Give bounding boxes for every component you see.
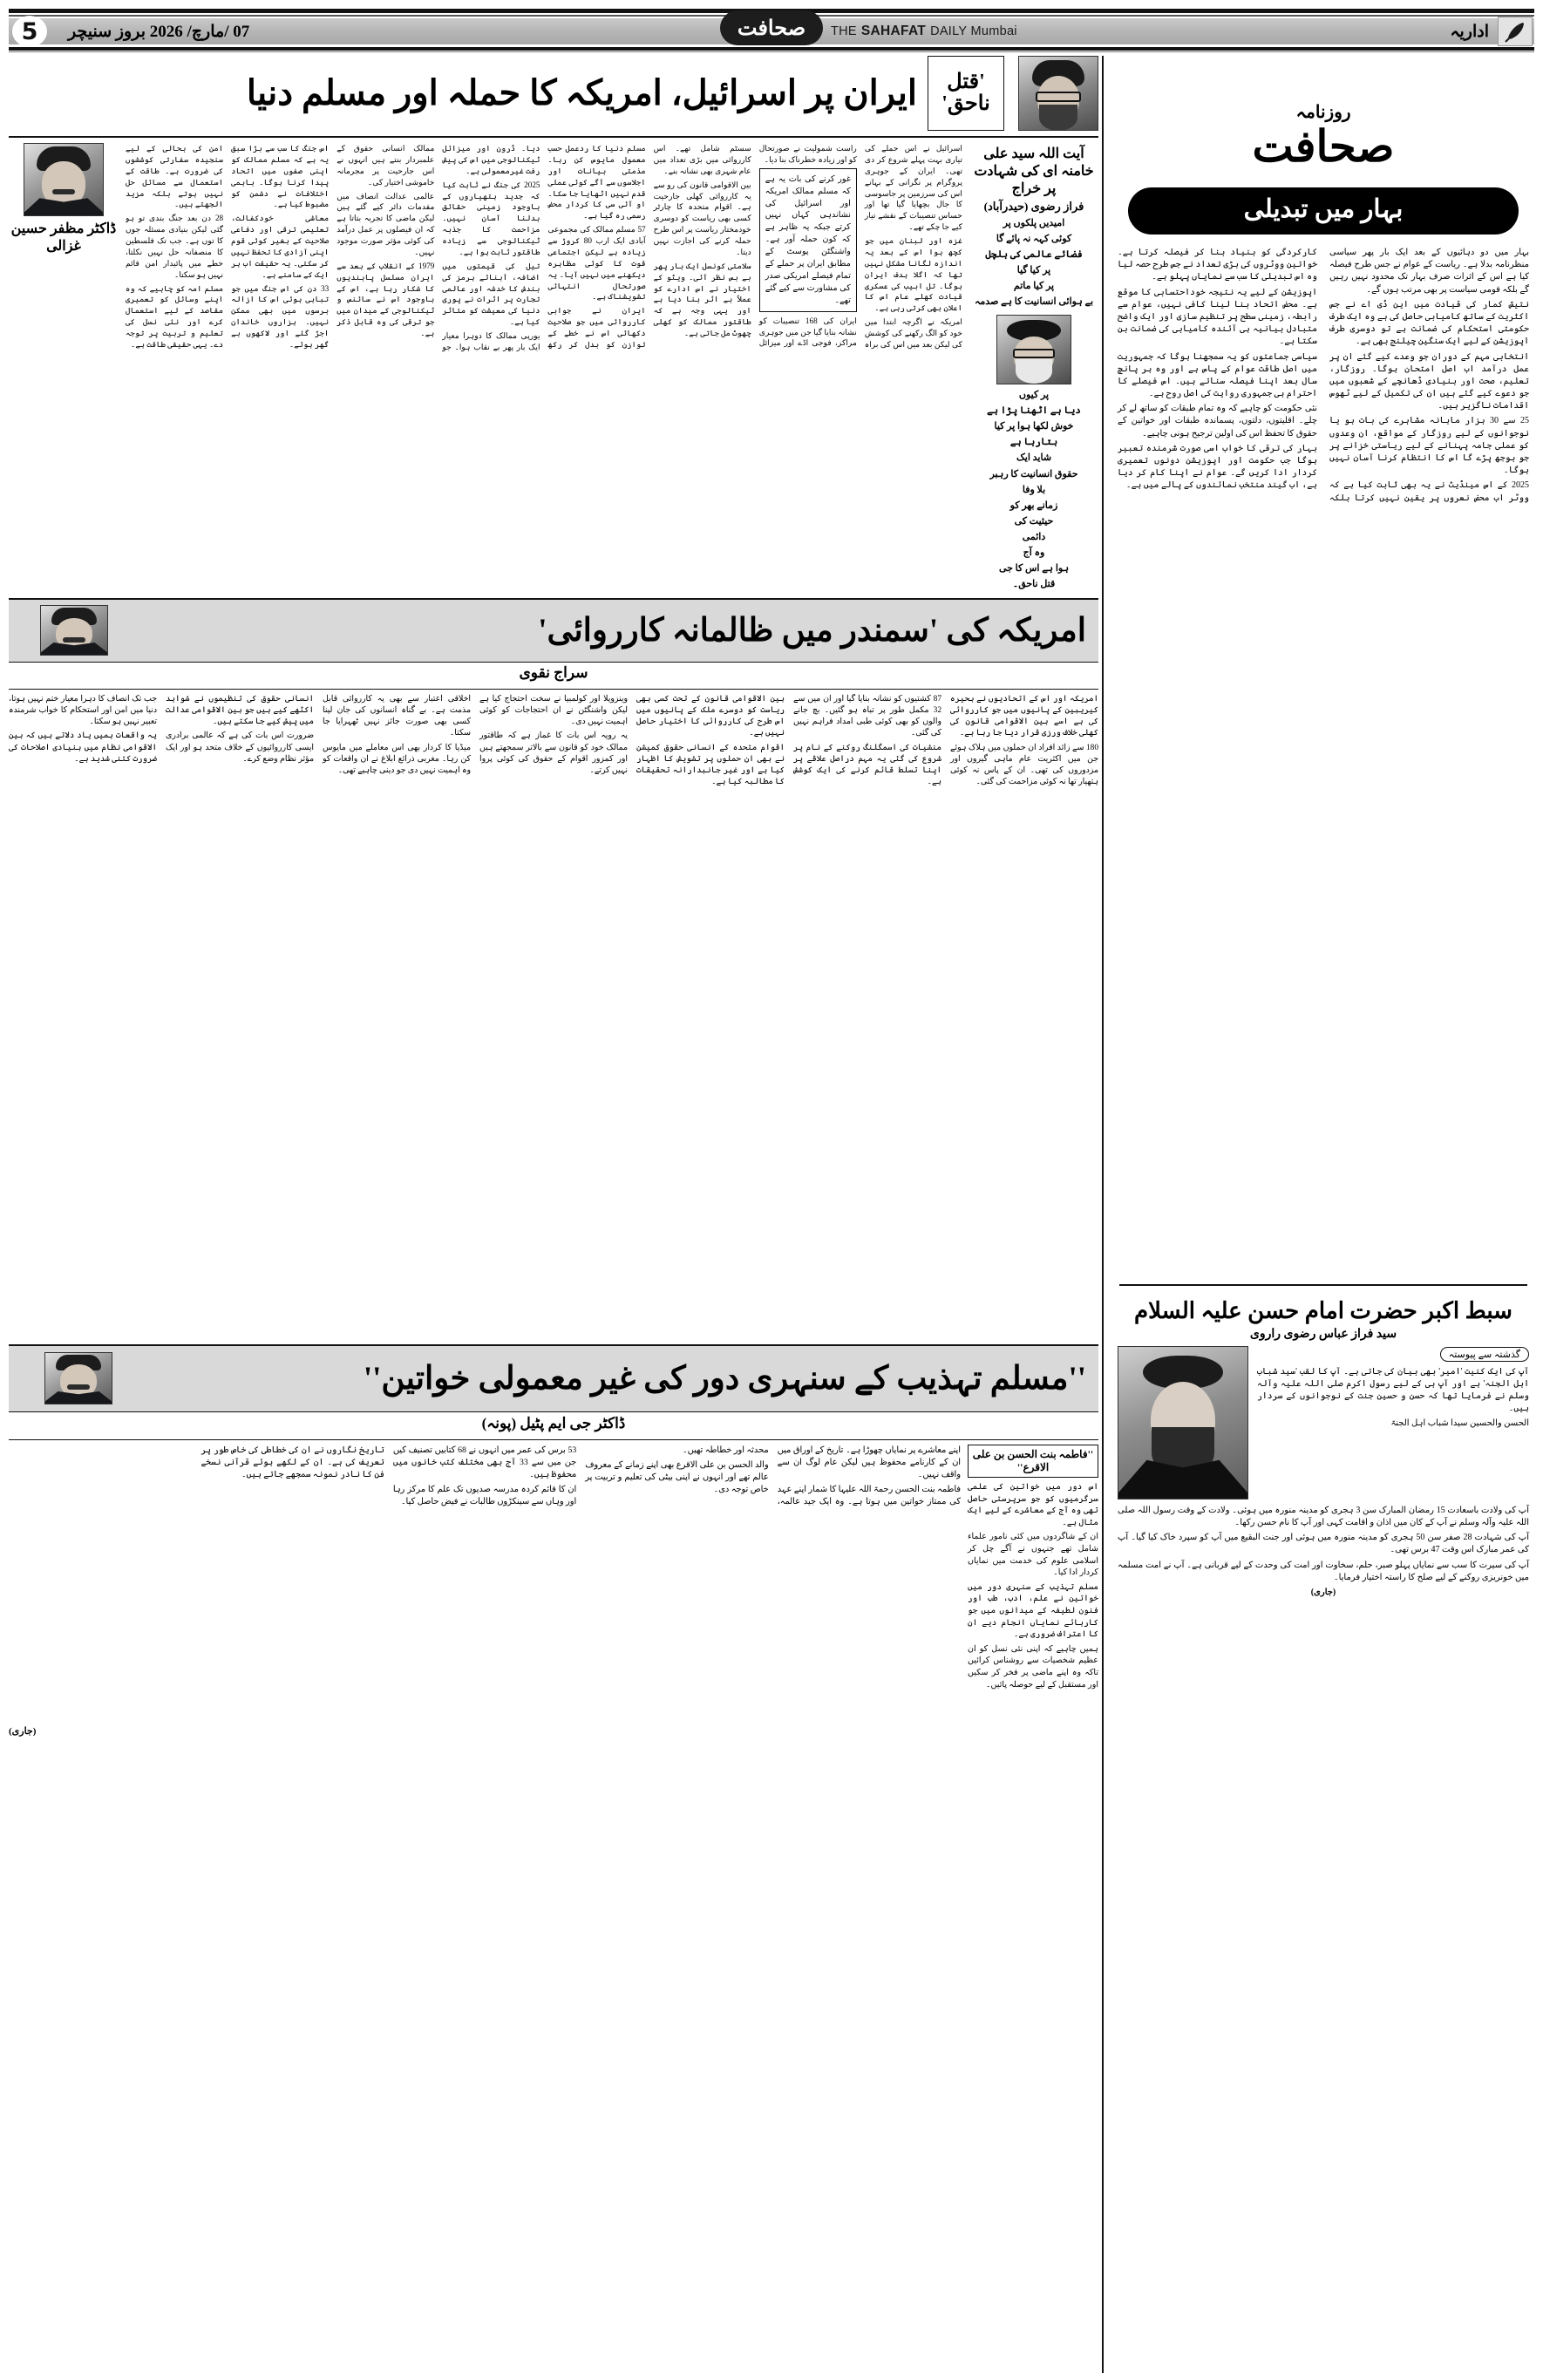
- paragraph: بہار میں دو دہائیوں کے بعد ایک بار پھر سیاسی منظرنامہ بدلا ہے۔ ریاست کے عوام نے جس طرح فیصلہ کیا ہے اس کے اثرات صرف بہار تک محدود نہیں رہیں گے بلکہ قومی سیاست پر بھی مرتب ہوں گے۔: [1329, 248, 1529, 295]
- paragraph: سیاسی جماعتوں کو یہ سمجھنا ہوگا کہ جمہوریت میں اصل طاقت عوام کے پاس ہے اور وہ ہر پانچ سال بعد اپنا فیصلہ سناتے ہیں۔ اس فیصلے کا احترام ہی جمہوری روایت کی اصل روح ہے۔: [1118, 351, 1317, 399]
- poem-line: خوش لکھا ہوا پر کیا: [994, 421, 1074, 432]
- article1-poem: [969, 216, 1098, 592]
- article3-body: [9, 1445, 961, 1724]
- poem-line: زمانے بھر کو: [1009, 500, 1058, 511]
- khamenei-photo-top: [1018, 56, 1098, 131]
- paragraph: فاطمہ بنت الحسن رحمۃ اللہ علیہا کا شمار اپنے عہد کی ممتاز خواتین میں ہوتا ہے۔ وہ ایک جید عالمہ، محدثہ اور خطاطہ تھیں۔: [682, 1445, 961, 1506]
- paragraph: 1979 کے انقلاب کے بعد سے ایران مسلسل پابندیوں کا شکار رہا ہے، اس کے باوجود اس نے سائنس و ٹیکنالوجی کے میدان میں جو ترقی کی وہ قابل ذکر ہے۔: [336, 261, 435, 337]
- masthead-rule-bottom-thin: [9, 51, 1534, 52]
- paragraph: امریکہ نے اگرچہ ابتدا میں خود کو الگ رکھنے کی کوشش کی لیکن بعد میں اس کی براہ راست شمولیت نے صورتحال کو اور زیادہ خطرناک بنا دیا۔: [758, 144, 962, 349]
- paragraph: ضرورت اس بات کی ہے کہ عالمی برادری ایسی کارروائیوں کے خلاف متحد ہو اور ایک مؤثر نظام وضع کرے۔: [166, 731, 314, 764]
- editorial-brand: [1112, 56, 1534, 171]
- paragraph: 28 دن بعد جنگ بندی تو ہو گئی لیکن بنیادی مسئلہ جوں کا توں ہے۔ جب تک فلسطین کا منصفانہ حل نہیں نکلتا، خطے میں پائیدار امن قائم نہیں ہو سکتا۔: [126, 214, 224, 279]
- editorial-rail: [1112, 56, 1534, 2373]
- article-us-sea-operation: [9, 598, 1098, 1339]
- paragraph: ہمیں چاہیے کہ اپنی نئی نسل کو ان عظیم شخصیات سے روشناس کرائیں تاکہ وہ اپنے ماضی پر فخر کر سکیں اور مستقبل کے لیے حوصلہ پائیں۔: [968, 1643, 1098, 1690]
- article3-side-quote: ''فاطمہ بنت الحسن بن علی الاقرع'': [968, 1445, 1098, 1478]
- article1-headline: ایران پر اسرائیل، امریکہ کا حملہ اور مسلم دنیا: [246, 73, 917, 112]
- article3-header-band: [9, 1344, 1098, 1412]
- editorial-article-imam-hasan: [1112, 1293, 1534, 1601]
- paragraph: انسانی حقوق کی تنظیموں نے شواہد اکٹھے کیے ہیں جو بین الاقوامی عدالت میں پیش کیے جا سکتے ہیں۔: [166, 694, 314, 727]
- poem-line: امیدیں پلکوں پر: [1003, 218, 1065, 228]
- paragraph: آپ کی شہادت 28 صفر سن 50 ہجری کو مدینہ منورہ میں ہوئی اور جنت البقیع میں آپ کو سپرد خاک کیا گیا۔ آپ کی عمر مبارک اس وقت 47 برس تھی۔: [1118, 1533, 1529, 1555]
- paragraph: ایران نے جوابی کارروائی میں جو صلاحیت دکھائی اس نے خطے کے توازن کو بدل کر رکھ دیا۔ ڈرون اور میزائل ٹیکنالوجی میں اس کی پیش رفت غیرمعمولی ہے۔: [442, 144, 646, 349]
- paragraph: اسرائیل نے اس حملے کی تیاری بہت پہلے شروع کر دی تھی۔ ایران کے جوہری پروگرام پر نگرانی کے بہانے اس کی سرزمین پر جاسوسی کا جال بچھایا گیا تھا اور حساس تنصیبات کے نقشے تیار کیے جا چکے تھے۔: [864, 144, 962, 232]
- article1-side-title: 'قتل ناحق': [928, 56, 1004, 131]
- paragraph: 180 سے زائد افراد ان حملوں میں ہلاک ہوئے جن میں اکثریت عام ماہی گیروں اور مزدوروں کی تھی۔ ان کے پاس نہ کوئی ہتھیار تھا نہ کوئی مزاحمت کی گئی۔: [950, 743, 1098, 786]
- poem-line: حقوق انسانیت کا رہبر: [989, 468, 1078, 479]
- paragraph: آپ کی ولادت باسعادت 15 رمضان المبارک سن 3 ہجری کو مدینہ منورہ میں ہوئی۔ ولادت کے وقت رسول اللہ صلی اللہ علیہ وآلہ وسلم نے آپ کے کان میں اذان و اقامت کہی اور آپ کا نام حسن رکھا۔: [1118, 1505, 1529, 1528]
- masthead-english-post: DAILY Mumbai: [930, 24, 1017, 38]
- paragraph: مسلم تہذیب کے سنہری دور میں خواتین نے علم، ادب، طب اور فنون لطیفہ کے میدانوں میں جو کارہائے نمایاں انجام دیے ان کا اعتراف ضروری ہے۔: [968, 1581, 1098, 1640]
- section-label-editorial: اداریہ: [1450, 22, 1489, 41]
- article3-side-body: [968, 1481, 1098, 1690]
- rail-article2-byline: سید فراز عباس رضوی راروی: [1249, 1327, 1397, 1341]
- poem-line: وہ آج: [1023, 547, 1045, 558]
- paragraph: یہ واقعات ہمیں یاد دلاتے ہیں کہ بین الاقوامی نظام میں بنیادی اصلاحات کی ضرورت کتنی شدید ہے۔: [9, 731, 157, 764]
- poem-line: بلا وفا: [1022, 484, 1046, 495]
- masthead-english-pre: THE: [831, 24, 857, 38]
- paragraph: 2025 کی جنگ نے ثابت کیا کہ جدید ہتھیاروں کے باوجود زمینی حقائق بدلنا آسان نہیں۔ مزاحمت کا جذبہ ٹیکنالوجی سے زیادہ طاقتور ثابت ہوا ہے۔: [442, 180, 540, 256]
- poem-line: بتارہا ہے: [1009, 437, 1058, 448]
- editorial-banner-title: بہار میں تبدیلی: [1128, 187, 1519, 235]
- paragraph: یہ رویہ اس بات کا غماز ہے کہ طاقتور ممالک خود کو قانون سے بالاتر سمجھتے ہیں اور کمزور اقوام کے حقوق کی کوئی پروا نہیں کرتے۔: [479, 731, 628, 775]
- paragraph: 2025 کے اس مینڈیٹ نے یہ بھی ثابت کیا ہے کہ ووٹر اب محض نعروں پر یقین نہیں کرتا بلکہ کارکردگی کو بنیاد بنا کر فیصلہ کرتا ہے۔ خواتین ووٹروں کی بڑی تعداد نے جس طرح حصہ لیا وہ اس تبدیلی کا سب سے نمایاں پہلو ہے۔: [1118, 248, 1529, 503]
- article1-author-block: [9, 143, 119, 255]
- poem-line: دائمی: [1022, 531, 1046, 542]
- paragraph: تیل کی قیمتوں میں اضافہ، آبنائے ہرمز کی بندش کا خدشہ اور عالمی تجارت پر اثرات نے پوری دنیا کی معیشت کو متاثر کیا ہے۔: [442, 261, 540, 327]
- article1-contributor: فراز رضوی (حیدرآباد): [983, 200, 1084, 213]
- paragraph: اپنے معاشرے پر نمایاں چھوڑا ہے۔ تاریخ کے اوراق میں ان کے کارنامے محفوظ ہیں لیکن عام لوگ ان سے واقف نہیں۔: [777, 1445, 961, 1479]
- paragraph: 87 کشتیوں کو نشانہ بنایا گیا اور ان میں سے 32 مکمل طور پر تباہ ہو گئیں۔ بچ جانے والوں کو بھی کوئی طبی امداد فراہم نہیں کی گئی۔: [793, 694, 941, 738]
- article-muslim-golden-age-women: [9, 1344, 1098, 1737]
- paragraph: 53 برس کی عمر میں انہوں نے 68 کتابیں تصنیف کیں جن میں سے 33 آج بھی مختلف کتب خانوں میں محفوظ ہیں۔: [392, 1445, 577, 1479]
- article2-headline: امریکہ کی 'سمندر میں ظالمانہ کارروائی': [538, 612, 1086, 649]
- masthead-rule-bottom: [9, 47, 1534, 51]
- article3-continued-label: (جاری): [9, 1725, 37, 1737]
- sahafat-logo: صحافت: [720, 10, 823, 45]
- paragraph: آپ کی سیرت کا سب سے نمایاں پہلو صبر، حلم، سخاوت اور امت کی وحدت کے لیے قربانی ہے۔ آپ نے امت مسلمہ میں خونریزی روکنے کے لیے صلح کا راستہ اختیار فرمایا۔: [1118, 1560, 1529, 1582]
- paragraph: مسلم امہ کو چاہیے کہ وہ اپنے وسائل کو تعمیری مقاصد کے لیے استعمال کرے اور نئی نسل کی تعلیم و تربیت پر توجہ دے۔ یہی حقیقی طاقت ہے۔: [126, 283, 224, 349]
- imam-hasan-scholar-portrait: [1118, 1346, 1248, 1499]
- article1-subtitle: آیت اللہ سید علی خامنہ ای کی شہادت پر خراج: [974, 146, 1094, 196]
- paragraph: میڈیا کا کردار بھی اس معاملے میں مایوس کن رہا۔ مغربی ذرائع ابلاغ نے ان واقعات کو وہ اہمیت نہیں دی جو دینی چاہیے تھی۔: [323, 743, 471, 775]
- article2-header-band: [9, 598, 1098, 663]
- editorial-brand-wordmark: صحافت: [1252, 122, 1395, 171]
- page-body: [9, 56, 1534, 2373]
- page-number-badge: 5: [12, 16, 47, 47]
- paragraph: اپوزیشن کے لیے یہ نتیجہ خوداحتسابی کا موقع ہے۔ محض اتحاد بنا لینا کافی نہیں، عوام سے رابطہ، زمینی سطح پر تنظیم سازی اور ایک واضح متبادل بیانیہ ہی آئندہ کامیابی کی ضمانت بن سکتا ہے۔: [1118, 287, 1317, 347]
- rail-divider: [1102, 56, 1104, 2373]
- poem-line: حیثیت کی: [1014, 515, 1054, 527]
- paragraph: ان کے شاگردوں میں کئی نامور علماء شامل تھے جنہوں نے آگے چل کر اسلامی علوم کی خدمت میں نمایاں کردار ادا کیا۔: [968, 1532, 1098, 1578]
- author-portrait-ghazali: [24, 143, 104, 216]
- divider: [9, 689, 1098, 690]
- article2-author-name: سراج نقوی: [519, 663, 588, 681]
- paragraph: اخلاقی اعتبار سے بھی یہ کارروائی قابل مذمت ہے۔ بے گناہ انسانوں کی جان لینا کسی بھی صورت جائز نہیں ٹھہرایا جا سکتا۔: [323, 694, 471, 738]
- rail-article2-continued: (جاری): [1310, 1588, 1336, 1598]
- author-portrait-naqvi: [40, 605, 108, 656]
- paragraph: ان کا قائم کردہ مدرسہ صدیوں تک علم کا مرکز رہا اور وہاں سے سینکڑوں طالبات نے فیض حاصل کیا۔: [392, 1484, 577, 1506]
- paragraph: منشیات کی اسمگلنگ روکنے کے نام پر شروع کی گئی یہ مہم دراصل علاقے پر اپنا تسلط قائم کرنے کی ایک کوشش ہے۔: [793, 743, 941, 786]
- paragraph: انتخابی مہم کے دوران جو وعدے کیے گئے ان پر عمل درآمد اب اصل امتحان ہوگا۔ روزگار، تعلیم، صحت اور بنیادی ڈھانچے کے شعبوں میں جو دعوے کیے گئے ہیں ان کی تکمیل کے لیے ٹھوس اقدامات ناگزیر ہیں۔: [1329, 351, 1529, 411]
- rail-article2-lead: [1257, 1346, 1529, 1432]
- paragraph: 57 مسلم ممالک کی مجموعی آبادی ایک ارب 80 کروڑ سے زیادہ ہے لیکن اجتماعی قوت کا کوئی مظاہرہ دیکھنے میں نہیں آیا۔ یہ صورتحال انتہائی تشویشناک ہے۔: [547, 225, 646, 302]
- paragraph: سلامتی کونسل ایک بار پھر بے بس نظر آئی۔ ویٹو کے اختیار نے اس ادارے کو عملاً بے اثر بنا دیا ہے اور یہی وجہ ہے کہ طاقتور ممالک کو کھلی چھوٹ مل جاتی ہے۔: [653, 261, 751, 337]
- paragraph: معاشی خودکفالت، تعلیمی ترقی اور دفاعی صلاحیت کے بغیر کوئی قوم اپنی آزادی کا تحفظ نہیں کر سکتی۔ یہ حقیقت اب ہر ایک کے سامنے ہے۔: [231, 214, 330, 279]
- paragraph: تاریخ نگاروں نے ان کی خطاطی کی خاص طور پر تعریف کی ہے۔ ان کے لکھے ہوئے قرآنی نسخے فن کا نادر نمونہ سمجھے جاتے ہیں۔: [201, 1445, 384, 1479]
- paragraph: والد الحسن بن علی الاقرع بھی اپنے زمانے کے معروف عالم تھے اور انہوں نے اپنی بیٹی کی تعلیم و تربیت پر خاص توجہ دی۔: [585, 1459, 769, 1494]
- masthead-date: 07 /مارچ/ 2026 بروز سنیچر: [68, 22, 250, 41]
- author-portrait-patel: [44, 1352, 112, 1404]
- paragraph: امریکہ اور اس کے اتحادیوں نے بحیرہ کیریبین کے پانیوں میں جو کارروائی کی ہے اسے بین الاقوامی قانون کی کھلی خلاف ورزی قرار دیا جا رہا ہے۔: [950, 694, 1098, 738]
- article1-body-area: [126, 143, 962, 553]
- poem-line: پر کیوں: [1018, 390, 1050, 401]
- feather-pen-icon: [1498, 17, 1533, 46]
- article1-author-name: ڈاکٹر مظفر حسین غزالی: [10, 221, 117, 254]
- paragraph: وینزویلا اور کولمبیا نے سخت احتجاج کیا ہے لیکن واشنگٹن نے ان احتجاجات کو کوئی اہمیت نہیں دی۔: [479, 694, 628, 727]
- article3-side-rail: [968, 1445, 1098, 1693]
- divider: [9, 136, 1098, 138]
- article3-headline: ''مسلم تہذیب کے سنہری دور کی غیر معمولی خواتین'': [363, 1361, 1086, 1397]
- poem-line: دیا ہے اٹھنا پڑا ہے: [987, 405, 1081, 417]
- paragraph: 25 سے 30 ہزار ماہانہ مشاہرے کی بات ہو یا نوجوانوں کے لیے روزگار کے مواقع، ان وعدوں کو عملی جامہ پہنانے کے لیے ریاستی خزانے پر جو بوجھ پڑے گا اس کا انتظام کرنا آسان نہیں ہوگا۔: [1329, 416, 1529, 476]
- masthead-english-title: [831, 18, 1017, 44]
- paragraph: غزہ اور لبنان میں جو کچھ ہوا اس کے بعد یہ اندازہ لگانا مشکل نہیں تھا کہ اگلا ہدف ایران ہوگا۔ تل ابیب کی عسکری قیادت کھلے عام اس کا اعلان بھی کرتی رہی ہے۔: [864, 236, 962, 313]
- article2-author-block: [9, 605, 139, 656]
- article2-body: [9, 694, 1098, 1339]
- paragraph: اس دور میں خواتین کی علمی سرگرمیوں کو جو سرپرستی حاصل تھی وہ آج کے معاشرے کے لیے ایک مثال ہے۔: [968, 1481, 1098, 1527]
- article-iran-israel: [9, 56, 1098, 593]
- khamenei-photo-inline: [996, 315, 1071, 384]
- poem-line: کوئی کہہ نہ پائے گا: [996, 234, 1072, 245]
- paragraph: عالمی عدالت انصاف میں مقدمات دائر کیے گئے ہیں لیکن ماضی کا تجربہ بتاتا ہے کہ ان فیصلوں پر عمل درآمد کی کوئی مؤثر صورت موجود نہیں۔: [336, 191, 435, 256]
- divider: [1119, 1284, 1527, 1286]
- main-content-area: [9, 56, 1098, 2373]
- paragraph: نتیش کمار کی قیادت میں این ڈی اے نے جس اکثریت کے ساتھ کامیابی حاصل کی ہے وہ ایک طرف حکومتی استحکام کی ضمانت ہے تو دوسری طرف اپوزیشن کے لیے ایک سنگین چیلنج بھی ہے۔: [1329, 299, 1529, 347]
- paragraph: ایران کی 168 تنصیبات کو نشانہ بنایا گیا جن میں جوہری مراکز، فوجی اڈے اور میزائل سسٹم شامل تھے۔ اس کارروائی میں بڑی تعداد میں عام شہری بھی نشانہ بنے۔: [653, 144, 857, 348]
- masthead-english-brand: SAHAFAT: [860, 24, 927, 38]
- paragraph: یورپی ممالک کا دوہرا معیار ایک بار پھر بے نقاب ہوا۔ جو ممالک انسانی حقوق کے علمبردار بنتے ہیں انہوں نے اس جارحیت پر مجرمانہ خاموشی اختیار کی۔: [336, 144, 540, 351]
- arabic-hadith: الحسن والحسین سیدا شباب اہل الجنۃ: [1390, 1418, 1529, 1428]
- poem-line: ہوا ہے اس کا جی: [998, 562, 1070, 574]
- paragraph: بہار کی ترقی کا خواب اسی صورت شرمندہ تعبیر ہوگا جب حکومت اور اپوزیشن دونوں تعمیری کردار ادا کریں گے۔ عوام نے اپنا کام کر دیا ہے، اب گیند منتخب نمائندوں کے پالے میں ہے۔: [1118, 443, 1317, 491]
- poem-line: بے ہوائی انسانیت کا ہے صدمہ: [974, 296, 1094, 308]
- poem-line: قتل ناحق۔: [1012, 578, 1056, 589]
- poem-line: شاید ایک: [1016, 452, 1052, 464]
- article3-author-block: [9, 1352, 148, 1404]
- article3-author-name: ڈاکٹر جی ایم پٹیل (پونہ): [481, 1414, 626, 1431]
- paragraph: جب تک انصاف کا دہرا معیار ختم نہیں ہوتا، دنیا میں امن اور استحکام کا خواب شرمندہ تعبیر نہیں ہو سکتا۔: [9, 694, 157, 727]
- paragraph: نئی حکومت کو چاہیے کہ وہ تمام طبقات کو ساتھ لے کر چلے۔ اقلیتوں، دلتوں، پسماندہ طبقات اور خواتین کے حقوق کا تحفظ اس کی اولین ترجیح ہونی چاہیے۔: [1118, 404, 1317, 439]
- rail-article2-tag: گذشتہ سے پیوستہ: [1440, 1347, 1529, 1362]
- paragraph: اس جنگ کا سب سے بڑا سبق یہ ہے کہ مسلم ممالک کو اپنی صفوں میں اتحاد پیدا کرنا ہوگا۔ باہمی اختلافات نے دشمن کو مضبوط کیا ہے۔: [231, 144, 330, 209]
- rail-article2-headline: سبط اکبر حضرت امام حسن علیہ السلام: [1134, 1298, 1512, 1323]
- editorial-body: [1112, 247, 1534, 1275]
- paragraph: امن کی بحالی کے لیے سنجیدہ سفارتی کوششوں کی ضرورت ہے۔ طاقت کے استعمال سے مسائل حل نہیں ہوتے بلکہ مزید الجھتے ہیں۔: [126, 144, 224, 209]
- article1-body: [126, 143, 962, 553]
- rail-article2-body: [1118, 1499, 1529, 1601]
- paragraph: بین الاقوامی قانون کے تحت کسی بھی ریاست کو دوسرے ملک کے پانیوں میں اس طرح کی کارروائی کا اختیار حاصل نہیں ہے۔: [636, 694, 785, 738]
- article1-left-rail: [969, 143, 1098, 593]
- poem-line: فضائے عالمی کی ہلچل: [985, 249, 1083, 261]
- editorial-brand-kicker: روزنامہ: [1295, 103, 1351, 122]
- divider: [9, 1439, 1098, 1440]
- poem-line: پر کیا ماتم: [1013, 281, 1055, 292]
- paragraph: اقوام متحدہ کے انسانی حقوق کمیشن نے بھی ان حملوں پر تشویش کا اظہار کیا ہے اور غیر جانبدارانہ تحقیقات کا مطالبہ کیا ہے۔: [636, 743, 785, 786]
- paragraph: آپ کی ایک کنیت 'امیر' بھی بیان کی جاتی ہے۔ آپ کا لقب 'سید شباب اہل الجنہ' ہے اور آپ ہی کے لیے رسول اکرم صلی اللہ علیہ وآلہ وسلم نے فرمایا تھا کہ حسن و حسین جنت کے نوجوانوں کے سردار ہیں۔: [1257, 1366, 1529, 1413]
- article1-pull-quote: غور کرنے کی بات یہ ہے کہ مسلم ممالک امریکہ اور اسرائیل کی نشاندہی کہاں نہیں کرتے جبکہ یہ ظاہر ہے کہ کون حملہ آور ہے۔ واشنگٹن پوسٹ کے مطابق ایران پر حملے کے تمام فیصلے امریکی صدر کی مشاورت سے کیے گئے تھے۔: [759, 168, 857, 312]
- article1-header: [9, 56, 1098, 131]
- paragraph: 33 دن کی اس جنگ میں جو تباہی ہوئی اس کا ازالہ برسوں میں بھی ممکن نہیں۔ ہزاروں خاندان اجڑ گئے اور لاکھوں بے گھر ہوئے۔: [231, 283, 330, 349]
- paragraph: بین الاقوامی قانون کی رو سے یہ کارروائی کھلی جارحیت ہے۔ اقوام متحدہ کا چارٹر کسی بھی ریاست کو دوسری خودمختار ریاست پر اس طرح حملہ کرنے کی اجازت نہیں دیتا۔: [653, 180, 751, 256]
- paragraph: مسلم دنیا کا ردعمل حسب معمول مایوس کن رہا۔ مذمتی بیانات اور اجلاسوں سے آگے کوئی عملی قدم نہیں اٹھایا جا سکا۔ او آئی سی کا کردار محض رسمی رہ گیا ہے۔: [547, 144, 646, 221]
- poem-line: پر کیا گیا: [1016, 265, 1051, 276]
